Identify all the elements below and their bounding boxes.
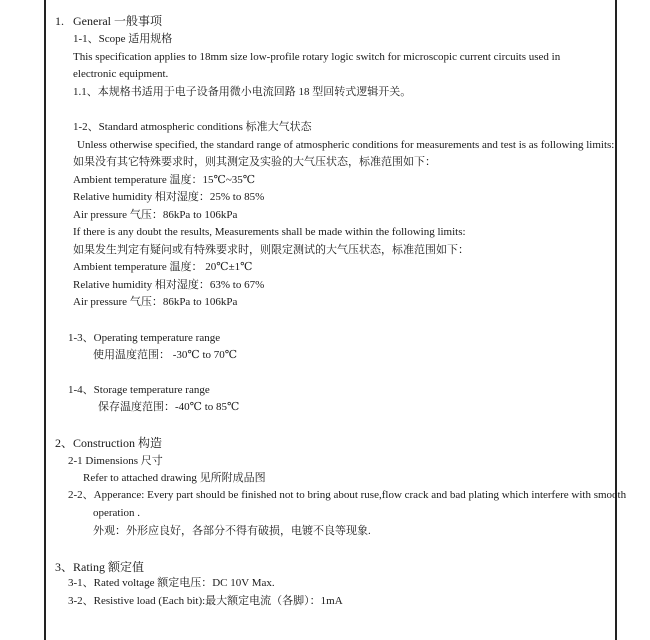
section-title-construction: 2、Construction 构造: [55, 436, 162, 450]
appearance-text-en-line1: 2-2、Apperance: Every part should be finished not to bring about ruse,flow crack and bad plating which interfere with smooth: [68, 489, 627, 501]
subsection-operating-temp-title: 1-3、Operating temperature range: [68, 332, 221, 344]
operating-temp-value: 使用温度范围： -30℃ to 70℃: [93, 349, 238, 361]
scope-text-en-line2: electronic equipment.: [73, 68, 169, 80]
subsection-atmospheric-title: 1-2、Standard atmospheric conditions 标准大气状态: [73, 121, 312, 133]
section-number: 1.: [55, 14, 64, 28]
ref-relative-humidity: Relative humidity 相对湿度：63% to 67%: [73, 279, 265, 291]
subsection-storage-temp-title: 1-4、Storage temperature range: [68, 384, 210, 396]
resistive-load: 3-2、Resistive load (Each bit):最大额定电流（各脚）：1mA: [68, 595, 343, 607]
atmospheric-text-en: Unless otherwise specified, the standard range of atmospheric conditions for measurements and test is as following limits:: [77, 139, 615, 151]
ref-air-pressure: Air pressure 气压：86kPa to 106kPa: [73, 296, 238, 308]
ref-ambient-temperature: Ambient temperature 温度： 20℃±1℃: [73, 261, 253, 273]
subsection-dimensions-title: 2-1 Dimensions 尺寸: [68, 455, 163, 467]
storage-temp-value: 保存温度范围：-40℃ to 85℃: [98, 401, 240, 413]
std-relative-humidity: Relative humidity 相对湿度：25% to 85%: [73, 191, 265, 203]
section-title-general: General 一般事项: [73, 14, 162, 28]
subsection-scope-title: 1-1、Scope 适用规格: [73, 33, 173, 45]
doubt-text-cn: 如果发生判定有疑问或有特殊要求时，则限定测试的大气压状态，标准范围如下：: [73, 244, 469, 256]
appearance-text-en-line2: operation .: [93, 507, 141, 519]
dimensions-text: Refer to attached drawing 见所附成品图: [83, 472, 266, 484]
scope-text-cn: 1.1、本规格书适用于电子设备用微小电流回路 18 型回转式逻辑开关。: [73, 86, 412, 98]
section-title-rating: 3、Rating 额定值: [55, 560, 144, 574]
appearance-text-cn: 外观：外形应良好，各部分不得有破损，电镀不良等现象.: [93, 525, 371, 537]
atmospheric-text-cn: 如果没有其它特殊要求时，则其测定及实验的大气压状态，标准范围如下：: [73, 156, 436, 168]
std-air-pressure: Air pressure 气压：86kPa to 106kPa: [73, 209, 238, 221]
rated-voltage: 3-1、Rated voltage 额定电压：DC 10V Max.: [68, 577, 275, 589]
std-ambient-temperature: Ambient temperature 温度：15℃~35℃: [73, 174, 256, 186]
doubt-text-en: If there is any doubt the results, Measurements shall be made within the following limits:: [73, 226, 466, 238]
scope-text-en-line1: This specification applies to 18mm size low-profile rotary logic switch for microscopic current circuits used in: [73, 51, 561, 63]
